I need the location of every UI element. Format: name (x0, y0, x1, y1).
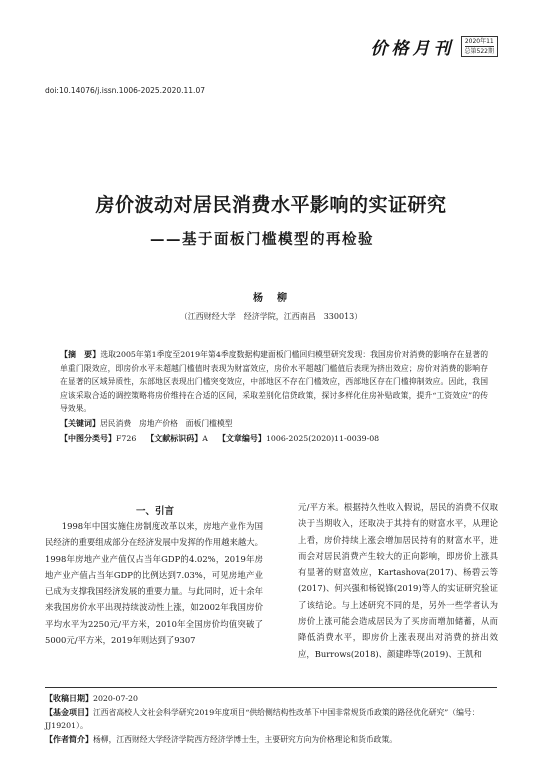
received-value: 2020-07-20 (93, 694, 138, 703)
body-paragraph: 元/平方米。根据持久性收入假说，居民的消费不仅取决于当期收入，还取决于其持有的财富水平，从理论上看，房价持续上涨会增加居民持有的财富水平，进而会对居民消费产生较大的正向影响，即房价上涨具有显著的财富效应，Kartashova(2017)、杨碧云等(2017)、何兴强和杨锐锋(2019)等人的实证研究验证了该结论。与上述研究不同的是，另外一些学者认为房价上涨可能会造成居民为了买房而增加储蓄，从而降低消费水平，即房价上涨表现出对消费的挤出效应，Burrows(2018)、颜建晔等(2019)、王凯和 (298, 502, 498, 659)
clc-label: 【中图分类号】 (60, 433, 116, 443)
issue-year: 2020年11 (464, 37, 494, 45)
footnote-divider (45, 687, 497, 688)
issue-badge (461, 36, 498, 57)
bio-label: 【作者简介】 (45, 734, 93, 744)
body-column-right (298, 499, 498, 662)
keywords-line (60, 417, 488, 431)
bio-value: 杨柳，江西财经大学经济学院西方经济学博士生，主要研究方向为价格理论和货币政策。 (93, 734, 398, 744)
issue-number: 总第522期 (464, 47, 494, 55)
received-label: 【收稿日期】 (45, 694, 93, 703)
author-name: 杨 柳 (253, 293, 289, 304)
keywords-label: 【关键词】 (60, 418, 100, 428)
doc-code-value: A (202, 433, 208, 443)
abstract-text: 选取2005年第1季度至2019年第4季度数据构建面板门槛回归模型研究发现：我国房价对消费的影响存在显著的单重门限效应，即房价水平未超越门槛值时表现为财富效应，房价水平超越门槛值后表现为挤出效应；房价对消费的影响存在显著的区域异质性，东部地区表现出门槛突变效应，中部地区不存在门槛效应，西部地区存在门槛抑制效应。因此，我国应该采取合适的调控策略将房价维持在合适的区间，采取差别化信贷政策，探讨多样化住房补贴政策，提升“工资效应”的传导效果。 (60, 350, 488, 414)
paper-subtitle: ——基于面板门槛模型的再检验 (150, 232, 374, 248)
body-paragraph: 1998年中国实施住房制度改革以来，房地产业作为国民经济的重要组成部分在经济发展中发挥的作用越来越大。1998年房地产业产值仅占当年GDP的4.02%，2019年房地产业产值占当年GDP的比例达到7.03%，可见房地产业已成为支撑我国经济发展的重要力量。与此同时，近十余年来我国房价水平出现持续波动性上涨，如2002年我国房价平均水平为2250元/平方米，2010年全国房价均值突破了5000元/平方米，2019年则达到了9307 (45, 521, 263, 646)
author-bio (45, 733, 497, 747)
author-affiliation: （江西财经大学 经济学院，江西南昌 330013） (179, 312, 363, 321)
doc-code-label: 【文献标识码】 (146, 433, 203, 443)
journal-logo: 价格月刊 (370, 38, 455, 59)
article-number-value: 1006-2025(2020)11-0039-08 (265, 433, 380, 443)
classification-line (60, 432, 488, 446)
fund-label: 【基金项目】 (45, 707, 93, 717)
article-number-label: 【文章编号】 (217, 433, 266, 443)
paper-title: 房价波动对居民消费水平影响的实证研究 (95, 194, 447, 216)
body-column-left (45, 518, 263, 648)
fund-info (45, 706, 497, 733)
doi-line[interactable]: doi:10.14076/j.issn.1006-2025.2020.11.07 (45, 86, 205, 95)
abstract-label: 【摘 要】 (60, 350, 101, 359)
abstract-paragraph (60, 348, 488, 416)
footnotes (45, 692, 497, 746)
fund-value: 江西省高校人文社会科学研究2019年度项目“供给侧结构性改革下中国非常规货币政策的路径优化研究”（编号：JJ19201）。 (45, 707, 480, 731)
received-date (45, 692, 497, 706)
abstract-block (60, 348, 488, 445)
keywords-text: 居民消费 房地产价格 面板门槛模型 (100, 418, 233, 428)
clc-value: F726 (116, 433, 137, 443)
journal-masthead (371, 34, 498, 58)
section-heading: 一、引言 (135, 506, 174, 517)
